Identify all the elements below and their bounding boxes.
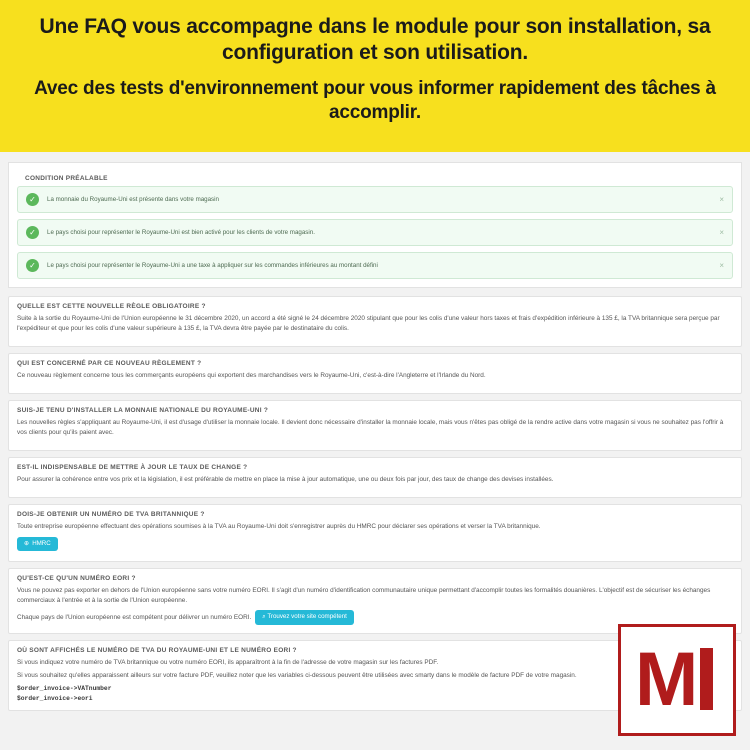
faq-paragraph: Pour assurer la cohérence entre vos prix et la législation, il est préférable de mettre en place la mise à jour automatique, une ou deux fois par jour, des taux de change des devises installées. [17, 475, 554, 483]
faq-paragraph: Si vous souhaitez qu'elles apparaissent ailleurs sur votre facture PDF, veuillez noter que les variables ci-dessous peuvent être utilisées avec smarty dans le modèle de facture PDF de votre magasin. [17, 672, 577, 680]
faq-question: SUIS-JE TENU D'INSTALLER LA MONNAIE NATIONALE DU ROYAUME-UNI ? [17, 406, 269, 414]
check-circle-icon: ✓ [26, 226, 39, 239]
globe-icon: ⊕ [24, 540, 30, 548]
prerequisites-card [8, 162, 742, 288]
close-icon[interactable]: × [719, 194, 724, 204]
search-icon: ⌕ [262, 613, 266, 621]
logo-i-gap [700, 638, 713, 647]
faq-question: QU'EST-CE QU'UN NUMÉRO EORI ? [17, 575, 136, 583]
check-circle-icon: ✓ [26, 193, 39, 206]
faq-paragraph: Suite à la sortie du Royaume-Uni de l'Union européenne le 31 décembre 2020, un accord a été signé le 24 décembre 2020 stipulant que pour les colis d'une valeur hors taxes et frais d'expédition inférieure à 135 £, la TVA britannique sera perçue par l'expéditeur et que pour les colis d'une valeur supérieure à 135 £, la TVA devra être payée par le destinataire du colis. [17, 315, 720, 332]
find-authority-label: Trouvez votre site compétent [267, 613, 347, 621]
faq-paragraph: Les nouvelles règles s'appliquant au Royaume-Uni, il est d'usage d'utiliser la monnaie locale. Il devient donc nécessaire d'installer la monnaie locale, mais vous n'êtes pas obligé de la rendre active dans votre magasin si vous ne souhaitez pas l'offrir à vos clients pour qu'ils paient avec. [17, 418, 724, 436]
faq-answer [9, 314, 741, 346]
faq-paragraph: Si vous indiquez votre numéro de TVA britannique ou votre numéro EORI, ils apparaîtront à la fin de l'adresse de votre magasin sur les factures PDF. [17, 658, 439, 666]
alert-text: Le pays choisi pour représenter le Royaume-Uni est bien activé pour les clients de votre magasin. [47, 229, 315, 236]
mi-logo [618, 624, 736, 736]
alert-success-currency [17, 186, 733, 213]
promo-banner [0, 0, 750, 152]
hmrc-link-button[interactable] [17, 537, 58, 551]
logo-inner [635, 637, 719, 722]
logo-letter-m: M [635, 637, 695, 722]
eori-authority-row [17, 610, 733, 624]
faq-item-install-currency [8, 400, 742, 451]
faq-answer [9, 371, 741, 393]
faq-question: QUI EST CONCERNÉ PAR CE NOUVEAU RÈGLEMENT ? [17, 359, 202, 367]
eori-authority-text: Chaque pays de l'Union européenne est compétent pour délivrer un numéro EORI. [17, 614, 252, 622]
faq-question: EST-IL INDISPENSABLE DE METTRE À JOUR LE TAUX DE CHANGE ? [17, 463, 248, 471]
faq-paragraph: Vous ne pouvez pas exporter en dehors de l'Union européenne sans votre numéro EORI. Il s'agit d'un numéro d'identification communautaire unique permettant d'accomplir toutes les formalités douanières. L'objectif est de sécuriser les échanges commerciaux à l'entrée et à la sortie de l'Union européenne. [17, 587, 711, 605]
prerequisites-header: CONDITION PRÉALABLE [25, 175, 108, 182]
faq-item-exchange-rate [8, 457, 742, 498]
close-icon[interactable]: × [719, 260, 724, 270]
faq-item-who-concerned [8, 353, 742, 394]
faq-paragraph: Ce nouveau règlement concerne tous les commerçants européens qui exportent des marchandises vers le Royaume-Uni, c'est-à-dire l'Angleterre et l'Irlande du Nord. [17, 371, 486, 379]
faq-answer [9, 522, 741, 562]
faq-item-uk-vat-number [8, 504, 742, 563]
faq-question: OÙ SONT AFFICHÉS LE NUMÉRO DE TVA DU ROYAUME-UNI ET LE NUMÉRO EORI ? [17, 646, 297, 654]
smarty-variable-vat: $order_invoice->VATnumber [17, 685, 112, 693]
banner-subheadline: Avec des tests d'environnement pour vous informer rapidement des tâches à accomplir. [34, 78, 716, 123]
faq-item-new-rule [8, 296, 742, 347]
faq-question: QUELLE EST CETTE NOUVELLE RÈGLE OBLIGATOIRE ? [17, 303, 206, 310]
alert-text: Le pays choisi pour représenter le Royaume-Uni a une taxe à appliquer sur les commandes inférieures au montant défini [47, 262, 378, 269]
check-circle-icon: ✓ [26, 259, 39, 272]
find-authority-button[interactable] [255, 610, 354, 624]
faq-question: DOIS-JE OBTENIR UN NUMÉRO DE TVA BRITANNIQUE ? [17, 510, 205, 518]
logo-letter-i [700, 648, 713, 710]
faq-answer [9, 475, 741, 497]
close-icon[interactable]: × [719, 227, 724, 237]
smarty-variable-eori: $order_invoice->eori [17, 695, 93, 703]
faq-answer [9, 418, 741, 450]
alert-success-country-enabled [17, 219, 733, 246]
banner-headline: Une FAQ vous accompagne dans le module pour son installation, sa configuration et son utilisation. [39, 15, 711, 64]
alert-text: La monnaie du Royaume-Uni est présente dans votre magasin [47, 196, 219, 203]
module-panel [0, 152, 750, 750]
alert-success-tax-rule [17, 252, 733, 279]
faq-paragraph: Toute entreprise européenne effectuant des opérations soumises à la TVA au Royaume-Uni doit s'enregistrer auprès du HMRC pour déclarer ses opérations et verser la TVA britannique. [17, 522, 541, 530]
hmrc-button-label: HMRC [32, 540, 51, 548]
